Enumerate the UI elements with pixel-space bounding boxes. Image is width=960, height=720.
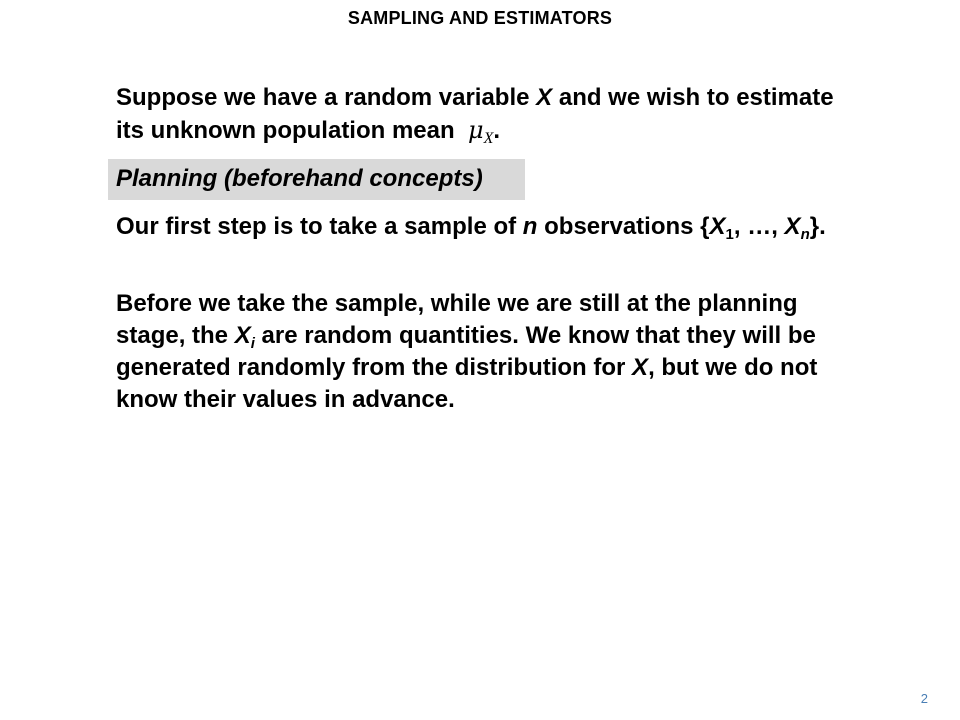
- planning-paragraph: [116, 288, 836, 416]
- variable-xn: X: [784, 213, 801, 240]
- variable-n: n: [522, 213, 538, 240]
- intro-text-2: and we wish to estimate its unknown population mean: [116, 84, 834, 144]
- planning-heading-box: [108, 159, 525, 200]
- sample-text-4: }.: [809, 213, 826, 240]
- intro-text-3: .: [493, 117, 501, 144]
- variable-x1: X: [709, 213, 726, 240]
- mu-subscript: X: [483, 130, 494, 147]
- sample-text-3: , …,: [733, 213, 785, 240]
- intro-paragraph: [116, 82, 836, 147]
- intro-text-1: Suppose we have a random variable: [116, 84, 537, 111]
- page-number: 2: [920, 691, 928, 706]
- planning-text-3: , but we do not know their values in advance.: [116, 354, 818, 413]
- slide-title: SAMPLING AND ESTIMATORS: [347, 8, 613, 28]
- sample-text-2: observations {: [537, 213, 710, 240]
- sample-paragraph: [116, 211, 836, 243]
- variable-xi: X: [234, 322, 251, 349]
- variable-x-dist: X: [632, 354, 649, 381]
- planning-text-1: Before we take the sample, while we are still at the planning stage, the: [116, 290, 798, 349]
- subscript-1: 1: [725, 226, 734, 243]
- mu-symbol: μ: [468, 116, 484, 144]
- subscript-i: i: [250, 335, 255, 352]
- planning-heading: Planning (beforehand concepts): [116, 165, 483, 192]
- variable-x: X: [536, 84, 553, 111]
- sample-text-1: Our first step is to take a sample of: [116, 213, 523, 240]
- subscript-n: n: [800, 226, 810, 243]
- planning-text-2: are random quantities. We know that they will be generated randomly from the distribution for: [116, 322, 816, 381]
